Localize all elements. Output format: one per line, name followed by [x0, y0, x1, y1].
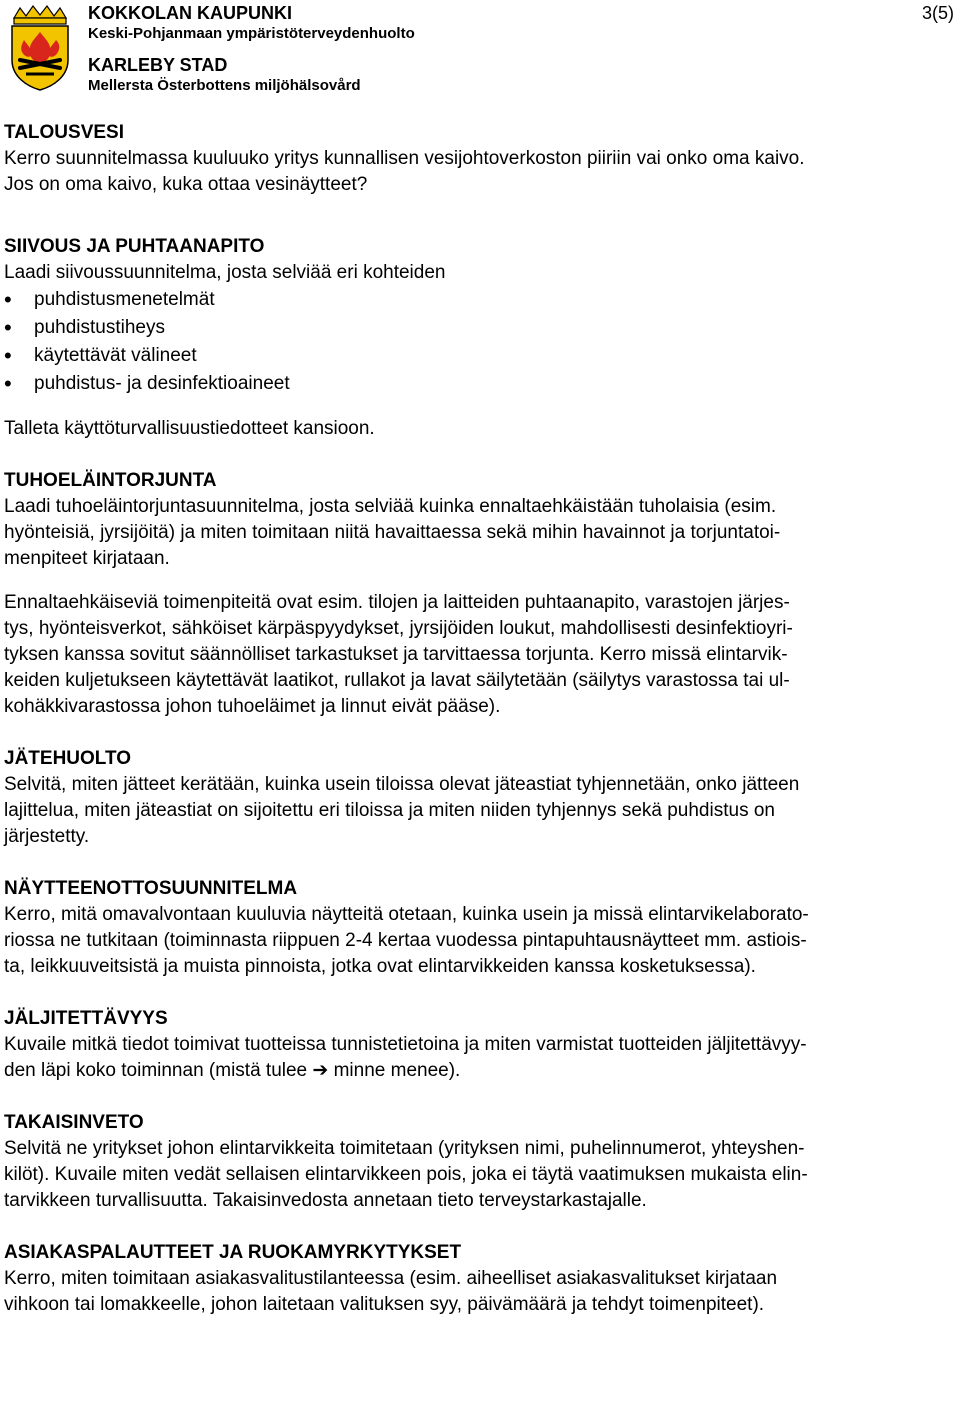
paragraph-line: Kuvaile mitkä tiedot toimivat tuotteissa tunnistetietoina ja miten varmistat tuotteiden jäljitettävyy-: [4, 1034, 807, 1055]
paragraph-line: tyksen kanssa sovitut säännölliset tarkastukset ja tarvittaessa torjunta. Kerro missä elintarvik-: [4, 644, 788, 665]
bullet-list: [4, 286, 956, 398]
section-title: JÄTEHUOLTO: [4, 748, 132, 769]
paragraph-line: [4, 1058, 956, 1084]
coat-of-arms-icon: [6, 4, 74, 92]
section-asiakaspalautteet: [4, 1240, 956, 1318]
paragraph-line: keiden kuljetukseen käytettävät laatikot, rullakot ja lavat säilytetään (säilytys varastossa tai ul-: [4, 670, 790, 691]
list-item: • puhdistus- ja desinfektioaineet: [4, 370, 956, 398]
section-title: TAKAISINVETO: [4, 1112, 144, 1133]
document-body: [4, 120, 956, 1318]
section-jaljitettavyys: [4, 1006, 956, 1084]
section-tuhoelaintorjunta: [4, 468, 956, 720]
paragraph-line: Ennaltaehkäiseviä toimenpiteitä ovat esim. tilojen ja laitteiden puhtaanapito, varastojen järjes-: [4, 592, 790, 613]
arrow-right-icon: ➔: [312, 1060, 329, 1081]
text-span: minne menee).: [328, 1060, 461, 1081]
section-title: TUHOELÄINTORJUNTA: [4, 470, 217, 491]
paragraph-line: kilöt). Kuvaile miten vedät sellaisen elintarvikkeen pois, joka ei täytä vaatimuksen mukaista elin-: [4, 1164, 808, 1185]
paragraph-line: hyönteisiä, jyrsijöitä) ja miten toimitaan niitä havaittaessa sekä mihin havainnot ja torjuntatoi-: [4, 522, 781, 543]
page-number: 3(5): [921, 3, 954, 23]
paragraph-line: Laadi siivoussuunnitelma, josta selviää eri kohteiden: [4, 262, 446, 283]
paragraph-line: järjestetty.: [4, 826, 90, 847]
paragraph-line: ta, leikkuuveitsistä ja muista pinnoista, jotka ovat elintarvikkeiden kanssa kosketuksessa).: [4, 956, 756, 977]
text-span: den läpi koko toiminnan (mistä tulee: [4, 1060, 313, 1081]
paragraph-line: Talleta käyttöturvallisuustiedotteet kansioon.: [4, 418, 375, 439]
paragraph-line: menpiteet kirjataan.: [4, 548, 170, 569]
paragraph-line: Kerro, mitä omavalvontaan kuuluvia näytteitä otetaan, kuinka usein ja missä elintarvikelaborato-: [4, 904, 809, 925]
org-name-fi: KOKKOLAN KAUPUNKI: [88, 3, 292, 23]
paragraph-line: Laadi tuhoeläintorjuntasuunnitelma, josta selviää kuinka ennaltaehkäistään tuholaisia (esim.: [4, 496, 777, 517]
section-title: TALOUSVESI: [4, 122, 124, 143]
unit-name-sv: Mellersta Österbottens miljöhälsovård: [88, 77, 361, 94]
paragraph-line: tarvikkeen turvallisuutta. Takaisinvedosta annetaan tieto terveystarkastajalle.: [4, 1190, 647, 1211]
paragraph-line: Selvitä, miten jätteet kerätään, kuinka usein tiloissa olevat jäteastiat tyhjennetään, onko jätteen: [4, 774, 800, 795]
paragraph-line: riossa ne tutkitaan (toiminnasta riippuen 2-4 kertaa vuodessa pintapuhtausnäytteet mm. astiois-: [4, 930, 807, 951]
section-title: ASIAKASPALAUTTEET JA RUOKAMYRKYTYKSET: [4, 1242, 462, 1263]
document-header: [0, 0, 960, 100]
list-item: • puhdistusmenetelmät: [4, 286, 956, 314]
paragraph-line: Jos on oma kaivo, kuka ottaa vesinäytteet?: [4, 174, 368, 195]
list-item: • käytettävät välineet: [4, 342, 956, 370]
unit-name-fi: Keski-Pohjanmaan ympäristöterveydenhuolto: [88, 25, 415, 42]
paragraph-line: Kerro, miten toimitaan asiakasvalitustilanteessa (esim. aiheelliset asiakasvalitukset kirjataan: [4, 1268, 778, 1289]
section-takaisinveto: [4, 1110, 956, 1214]
paragraph-line: vihkoon tai lomakkeelle, johon laitetaan valituksen syy, päivämäärä ja tehdyt toimenpiteet).: [4, 1294, 765, 1315]
paragraph-line: kohäkkivarastossa johon tuhoeläimet ja linnut eivät pääse).: [4, 696, 501, 717]
section-jatehuolto: [4, 746, 956, 850]
paragraph-line: Selvitä ne yritykset johon elintarvikkeita toimitetaan (yrityksen nimi, puhelinnumerot, yhteyshen-: [4, 1138, 805, 1159]
paragraph-line: lajittelua, miten jäteastiat on sijoitettu eri tiloissa ja miten niiden tyhjennys sekä puhdistus on: [4, 800, 775, 821]
paragraph-line: tys, hyönteisverkot, sähköiset kärpäspyydykset, jyrsijöiden loukut, mahdollisesti desinfektioyri-: [4, 618, 793, 639]
section-naytteenotto: [4, 876, 956, 980]
section-siivous: [4, 234, 956, 442]
section-talousvesi: [4, 120, 956, 198]
org-name-sv: KARLEBY STAD: [88, 55, 228, 75]
section-title: NÄYTTEENOTTOSUUNNITELMA: [4, 878, 298, 899]
section-title: JÄLJITETTÄVYYS: [4, 1008, 168, 1029]
paragraph-line: Kerro suunnitelmassa kuuluuko yritys kunnallisen vesijohtoverkoston piiriin vai onko oma kaivo.: [4, 148, 805, 169]
list-item: • puhdistustiheys: [4, 314, 956, 342]
section-title: SIIVOUS JA PUHTAANAPITO: [4, 236, 265, 257]
